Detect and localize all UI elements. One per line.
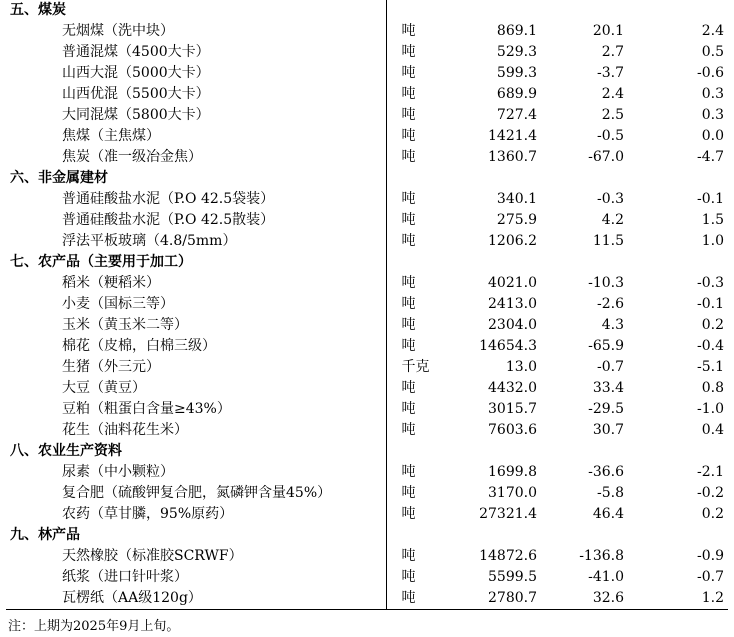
table-row	[6, 21, 728, 42]
price-change-cell: -5.8	[597, 485, 624, 501]
product-name: 玉米（黄玉米二等）	[6, 315, 386, 336]
percent-change-cell: -0.4	[697, 338, 724, 354]
percent-change-cell: -0.2	[697, 485, 724, 501]
table-row	[6, 462, 728, 483]
price-table	[6, 0, 728, 610]
current-price-cell: 27321.4	[479, 506, 537, 522]
price-change-cell: -10.3	[588, 275, 624, 291]
price-change-cell: -2.6	[597, 296, 624, 312]
section-header-row	[6, 0, 728, 21]
percent-change-cell: 0.0	[701, 128, 724, 144]
percent-change-cell: -0.6	[697, 65, 724, 81]
table-row	[6, 357, 728, 378]
price-change-cell: -36.6	[588, 464, 624, 480]
product-name: 生猪（外三元）	[6, 357, 386, 378]
footnote: 注：上期为2025年9月上旬。	[8, 619, 180, 634]
current-price-cell: 1360.7	[488, 149, 537, 165]
current-price-cell: 1421.4	[488, 128, 537, 144]
percent-change-cell: -0.1	[697, 296, 724, 312]
empty-cell	[628, 168, 728, 189]
empty-cell	[628, 525, 728, 546]
table-row	[6, 567, 728, 588]
percent-change-cell: 1.0	[701, 233, 724, 249]
unit-cell: 吨	[401, 233, 416, 249]
empty-cell	[426, 525, 541, 546]
empty-cell	[541, 441, 628, 462]
current-price-cell: 5599.5	[488, 569, 537, 585]
table-row	[6, 399, 728, 420]
section-title: 六、非金属建材	[6, 168, 386, 189]
unit-cell: 吨	[401, 149, 416, 165]
unit-cell: 吨	[401, 191, 416, 207]
table-row	[6, 273, 728, 294]
empty-cell	[541, 0, 628, 21]
table-row	[6, 84, 728, 105]
table-row	[6, 63, 728, 84]
current-price-cell: 4021.0	[488, 275, 537, 291]
current-price-cell: 13.0	[505, 359, 537, 375]
current-price-cell: 2413.0	[488, 296, 537, 312]
product-name: 稻米（粳稻米）	[6, 273, 386, 294]
price-change-cell: -65.9	[588, 338, 624, 354]
price-change-cell: 2.5	[601, 107, 624, 123]
section-header-row	[6, 168, 728, 189]
empty-cell	[386, 252, 426, 273]
current-price-cell: 2304.0	[488, 317, 537, 333]
product-name: 农药（草甘膦，95%原药）	[6, 504, 386, 525]
product-name: 复合肥（硫酸钾复合肥，氮磷钾含量45%）	[6, 483, 386, 504]
empty-cell	[541, 168, 628, 189]
empty-cell	[628, 0, 728, 21]
current-price-cell: 599.3	[496, 65, 537, 81]
product-name: 瓦楞纸（AA级120g）	[6, 588, 386, 610]
table-row	[6, 231, 728, 252]
product-name: 山西优混（5500大卡）	[6, 84, 386, 105]
table-row	[6, 189, 728, 210]
price-table-container	[6, 0, 728, 610]
unit-cell: 吨	[401, 317, 416, 333]
unit-cell: 吨	[401, 506, 416, 522]
percent-change-cell: -2.1	[697, 464, 724, 480]
price-change-cell: -67.0	[588, 149, 624, 165]
current-price-cell: 727.4	[496, 107, 537, 123]
section-title: 五、煤炭	[6, 0, 386, 21]
empty-cell	[426, 441, 541, 462]
product-name: 花生（油料花生米）	[6, 420, 386, 441]
table-row	[6, 483, 728, 504]
unit-cell: 吨	[401, 212, 416, 228]
unit-cell: 吨	[401, 296, 416, 312]
table-row	[6, 147, 728, 168]
table-row	[6, 42, 728, 63]
price-change-cell: 30.7	[592, 422, 624, 438]
empty-cell	[426, 0, 541, 21]
product-name: 天然橡胶（标准胶SCRWF）	[6, 546, 386, 567]
current-price-cell: 4432.0	[488, 380, 537, 396]
section-title: 七、农产品（主要用于加工）	[6, 252, 386, 273]
price-change-cell: -3.7	[597, 65, 624, 81]
unit-cell: 吨	[401, 128, 416, 144]
unit-cell: 千克	[401, 359, 430, 375]
empty-cell	[386, 168, 426, 189]
percent-change-cell: 1.2	[628, 588, 728, 610]
empty-cell	[628, 441, 728, 462]
table-row	[6, 315, 728, 336]
percent-change-cell: 0.8	[701, 380, 724, 396]
product-name: 尿素（中小颗粒）	[6, 462, 386, 483]
current-price-cell: 2780.7	[426, 588, 541, 610]
current-price-cell: 1699.8	[488, 464, 537, 480]
unit-cell: 吨	[401, 44, 416, 60]
table-row	[6, 105, 728, 126]
empty-cell	[386, 525, 426, 546]
percent-change-cell: 0.2	[701, 506, 724, 522]
product-name: 大豆（黄豆）	[6, 378, 386, 399]
current-price-cell: 689.9	[496, 86, 537, 102]
percent-change-cell: -0.7	[697, 569, 724, 585]
current-price-cell: 340.1	[496, 191, 537, 207]
current-price-cell: 3170.0	[488, 485, 537, 501]
product-name: 焦煤（主焦煤）	[6, 126, 386, 147]
price-change-cell: 4.3	[601, 317, 624, 333]
price-change-cell: 2.4	[601, 86, 624, 102]
empty-cell	[541, 252, 628, 273]
current-price-cell: 529.3	[496, 44, 537, 60]
percent-change-cell: 2.4	[701, 23, 724, 39]
percent-change-cell: 0.2	[701, 317, 724, 333]
table-row	[6, 210, 728, 231]
unit-cell: 吨	[401, 485, 416, 501]
price-change-cell: 11.5	[592, 233, 624, 249]
table-row	[6, 126, 728, 147]
unit-cell: 吨	[401, 107, 416, 123]
unit-cell: 吨	[401, 380, 416, 396]
product-name: 焦炭（准一级冶金焦）	[6, 147, 386, 168]
price-change-cell: -29.5	[588, 401, 624, 417]
product-name: 普通混煤（4500大卡）	[6, 42, 386, 63]
table-row	[6, 336, 728, 357]
percent-change-cell: -1.0	[697, 401, 724, 417]
unit-cell: 吨	[401, 23, 416, 39]
price-change-cell: 20.1	[592, 23, 624, 39]
price-change-cell: 46.4	[592, 506, 624, 522]
empty-cell	[541, 525, 628, 546]
percent-change-cell: -4.7	[697, 149, 724, 165]
table-row	[6, 546, 728, 567]
empty-cell	[426, 168, 541, 189]
price-table-body	[6, 0, 728, 610]
current-price-cell: 14872.6	[479, 548, 537, 564]
price-change-cell: -0.3	[597, 191, 624, 207]
unit-cell: 吨	[401, 338, 416, 354]
table-row	[6, 504, 728, 525]
product-name: 无烟煤（洗中块）	[6, 21, 386, 42]
price-change-cell: 2.7	[601, 44, 624, 60]
empty-cell	[628, 252, 728, 273]
current-price-cell: 7603.6	[488, 422, 537, 438]
section-header-row	[6, 441, 728, 462]
product-name: 大同混煤（5800大卡）	[6, 105, 386, 126]
empty-cell	[386, 0, 426, 21]
product-name: 浮法平板玻璃（4.8/5mm）	[6, 231, 386, 252]
price-change-cell: -0.5	[597, 128, 624, 144]
percent-change-cell: 0.5	[701, 44, 724, 60]
unit-cell: 吨	[401, 86, 416, 102]
section-header-row	[6, 252, 728, 273]
table-row	[6, 588, 728, 610]
product-name: 小麦（国标三等）	[6, 294, 386, 315]
percent-change-cell: -0.9	[697, 548, 724, 564]
price-change-cell: 4.2	[601, 212, 624, 228]
percent-change-cell: 1.5	[701, 212, 724, 228]
price-change-cell: -41.0	[588, 569, 624, 585]
price-change-cell: -136.8	[579, 548, 624, 564]
current-price-cell: 1206.2	[488, 233, 537, 249]
section-title: 八、农业生产资料	[6, 441, 386, 462]
product-name: 豆粕（粗蛋白含量≥43%）	[6, 399, 386, 420]
product-name: 纸浆（进口针叶浆）	[6, 567, 386, 588]
product-name: 普通硅酸盐水泥（P.O 42.5散装）	[6, 210, 386, 231]
percent-change-cell: 0.4	[701, 422, 724, 438]
empty-cell	[426, 252, 541, 273]
product-name: 普通硅酸盐水泥（P.O 42.5袋装）	[6, 189, 386, 210]
unit-cell: 吨	[386, 588, 426, 610]
table-row	[6, 420, 728, 441]
current-price-cell: 869.1	[496, 23, 537, 39]
section-header-row	[6, 525, 728, 546]
empty-cell	[386, 441, 426, 462]
table-row	[6, 294, 728, 315]
unit-cell: 吨	[401, 464, 416, 480]
price-change-cell: 32.6	[541, 588, 628, 610]
unit-cell: 吨	[401, 422, 416, 438]
table-row	[6, 378, 728, 399]
product-name: 山西大混（5000大卡）	[6, 63, 386, 84]
section-title: 九、林产品	[6, 525, 386, 546]
percent-change-cell: -0.3	[697, 275, 724, 291]
price-change-cell: -0.7	[597, 359, 624, 375]
unit-cell: 吨	[401, 275, 416, 291]
current-price-cell: 3015.7	[488, 401, 537, 417]
current-price-cell: 14654.3	[479, 338, 537, 354]
percent-change-cell: 0.3	[701, 86, 724, 102]
unit-cell: 吨	[401, 65, 416, 81]
unit-cell: 吨	[401, 401, 416, 417]
current-price-cell: 275.9	[496, 212, 537, 228]
percent-change-cell: -0.1	[697, 191, 724, 207]
percent-change-cell: 0.3	[701, 107, 724, 123]
unit-cell: 吨	[401, 548, 416, 564]
price-change-cell: 33.4	[592, 380, 624, 396]
unit-cell: 吨	[401, 569, 416, 585]
percent-change-cell: -5.1	[697, 359, 724, 375]
product-name: 棉花（皮棉，白棉三级）	[6, 336, 386, 357]
